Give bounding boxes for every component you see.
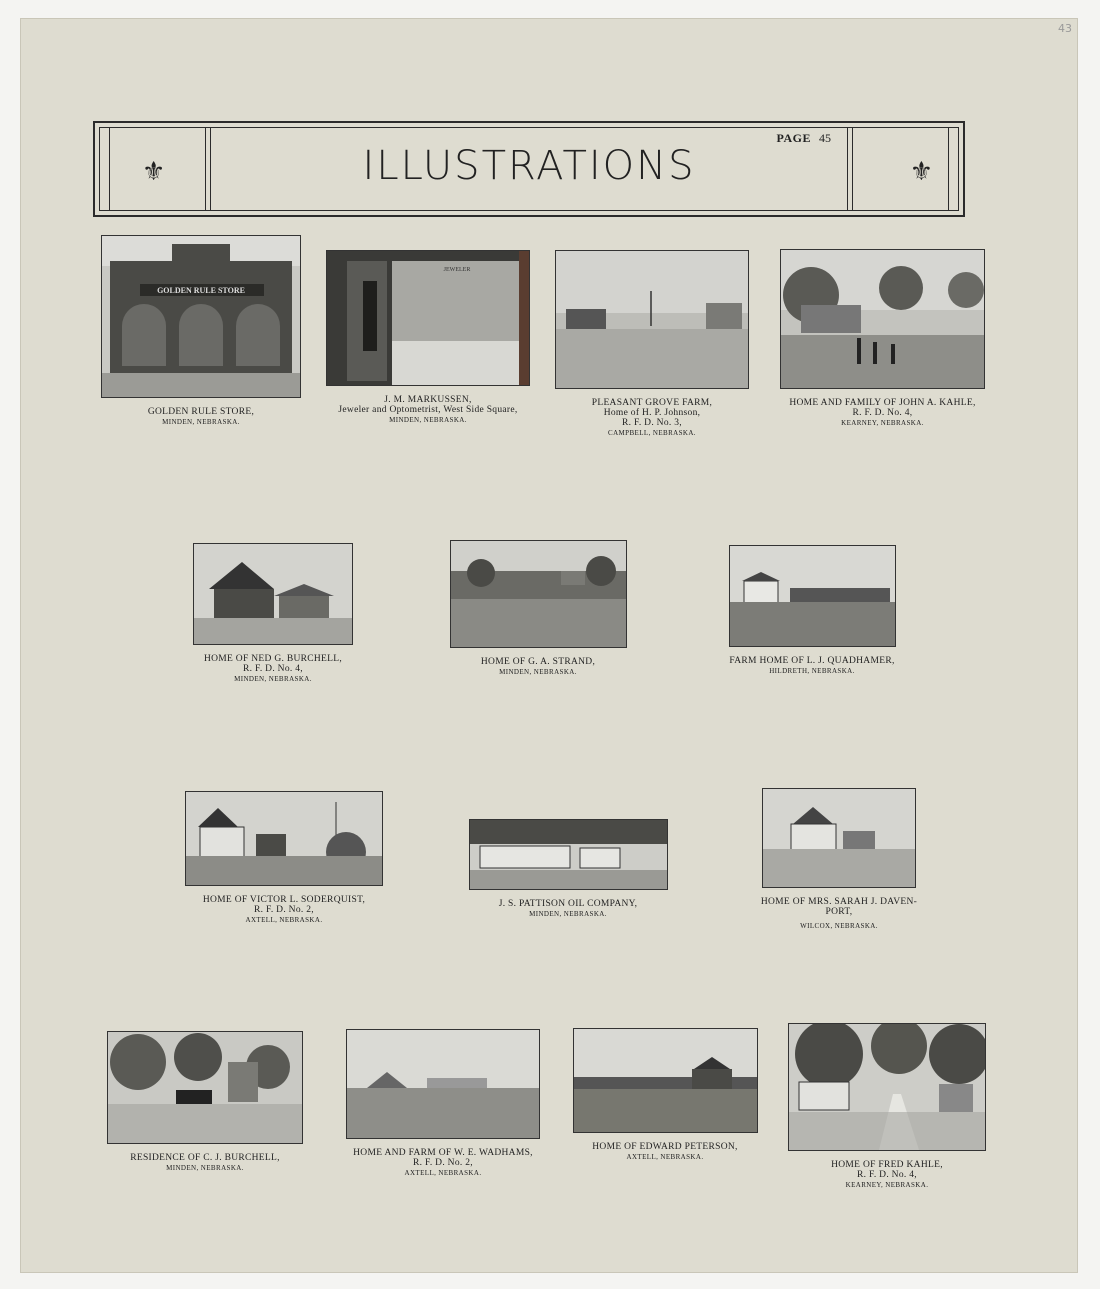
caption-title: J. S. PATTISON OIL COMPANY, xyxy=(498,899,638,909)
illustration-item xyxy=(98,235,304,427)
caption-title: HOME OF NED G. BURCHELL, xyxy=(203,654,343,664)
photo-home xyxy=(573,1028,758,1133)
caption-location: MINDEN, NEBRASKA. xyxy=(234,675,312,683)
caption-title: RESIDENCE OF C. J. BURCHELL, xyxy=(130,1153,280,1163)
caption-subtitle: PORT, xyxy=(825,907,853,917)
caption xyxy=(181,895,387,925)
illustration-item xyxy=(440,540,636,677)
caption xyxy=(782,1160,992,1190)
photo-home xyxy=(193,543,353,645)
caption-title: HOME OF G. A. STRAND, xyxy=(480,657,596,667)
caption-location: AXTELL, NEBRASKA. xyxy=(404,1169,482,1177)
illustration-item xyxy=(775,249,990,428)
illustration-item xyxy=(782,1023,992,1190)
caption-title: HOME AND FAMILY OF JOHN A. KAHLE, xyxy=(789,398,976,408)
page-label: PAGE xyxy=(776,131,811,145)
caption xyxy=(463,899,673,919)
caption-rfd: R. F. D. No. 4, xyxy=(857,1170,917,1180)
page-number xyxy=(777,131,831,146)
caption-subtitle: Jeweler and Optometrist, West Side Square, xyxy=(338,405,518,415)
caption-location: MINDEN, NEBRASKA. xyxy=(529,910,607,918)
caption-location: WILCOX, NEBRASKA. xyxy=(800,922,878,930)
caption-title: HOME OF MRS. SARAH J. DAVEN- xyxy=(760,897,918,907)
photo-home xyxy=(450,540,627,648)
caption-title: J. M. MARKUSSEN, xyxy=(384,395,472,405)
photo-home-lane xyxy=(788,1023,986,1151)
illustration-item xyxy=(552,250,752,438)
caption-rfd: R. F. D. No. 2, xyxy=(254,905,314,915)
page-title: ILLUSTRATIONS xyxy=(362,143,696,189)
photo-oil-company xyxy=(469,819,668,890)
photo-home-and-family xyxy=(780,249,985,389)
page-number-value: 45 xyxy=(819,131,831,145)
photo-home xyxy=(762,788,916,888)
caption-location: MINDEN, NEBRASKA. xyxy=(166,1164,244,1172)
caption xyxy=(714,656,910,676)
illustrations-header-frame xyxy=(93,121,965,217)
photo-farm xyxy=(346,1029,540,1139)
illustration-item xyxy=(741,788,937,931)
caption-location: MINDEN, NEBRASKA. xyxy=(499,668,577,676)
caption-location: MINDEN, NEBRASKA. xyxy=(389,416,467,424)
illustration-item xyxy=(337,1029,549,1178)
caption-location: HILDRETH, NEBRASKA. xyxy=(769,667,855,675)
caption-location: CAMPBELL, NEBRASKA. xyxy=(608,429,696,437)
caption-title: FARM HOME OF L. J. QUADHAMER, xyxy=(729,656,895,666)
illustration-item xyxy=(318,250,538,425)
caption-location: MINDEN, NEBRASKA. xyxy=(162,418,240,426)
caption-title: HOME AND FARM OF W. E. WADHAMS, xyxy=(353,1148,533,1158)
corner-pencil-note: 43 xyxy=(1058,22,1072,35)
fleur-de-lis-icon: ⚜ xyxy=(142,157,166,186)
caption-rfd: R. F. D. No. 2, xyxy=(413,1158,473,1168)
photo-residence xyxy=(107,1031,303,1144)
illustration-item xyxy=(562,1028,768,1162)
caption-title: HOME OF EDWARD PETERSON, xyxy=(592,1142,738,1152)
caption xyxy=(98,1153,312,1173)
caption xyxy=(98,407,304,427)
caption-title: HOME OF FRED KAHLE, xyxy=(831,1160,943,1170)
caption-location: AXTELL, NEBRASKA. xyxy=(245,916,323,924)
illustration-item xyxy=(714,545,910,676)
caption-title: GOLDEN RULE STORE, xyxy=(147,407,255,417)
shop-window-sign: JEWELER xyxy=(443,267,471,273)
store-sign: GOLDEN RULE STORE xyxy=(157,286,245,295)
caption-title: HOME OF VICTOR L. SODERQUIST, xyxy=(202,895,366,905)
caption xyxy=(337,1148,549,1178)
photo-store-front xyxy=(101,235,301,398)
caption-location: KEARNEY, NEBRASKA. xyxy=(841,419,924,427)
caption xyxy=(318,395,538,425)
caption xyxy=(552,398,752,438)
caption-rfd: R. F. D. No. 4, xyxy=(852,408,913,418)
caption-rfd: R. F. D. No. 3, xyxy=(622,418,682,428)
photo-farm-home xyxy=(729,545,896,647)
caption-title: PLEASANT GROVE FARM, xyxy=(591,398,713,408)
illustration-item xyxy=(463,819,673,919)
caption-location: AXTELL, NEBRASKA. xyxy=(626,1153,704,1161)
caption-subtitle: Home of H. P. Johnson, xyxy=(603,408,701,418)
fleur-de-lis-icon: ⚜ xyxy=(909,157,933,186)
caption xyxy=(741,897,937,931)
illustration-item xyxy=(181,791,387,925)
photo-farm xyxy=(555,250,749,389)
caption-location: KEARNEY, NEBRASKA. xyxy=(845,1181,929,1189)
caption-rfd: R. F. D. No. 4, xyxy=(243,664,303,674)
caption xyxy=(183,654,363,684)
caption xyxy=(440,657,636,677)
illustration-item xyxy=(183,543,363,684)
photo-home xyxy=(185,791,383,886)
illustration-item xyxy=(98,1031,312,1173)
caption xyxy=(562,1142,768,1162)
photo-jeweler-shop xyxy=(326,250,530,386)
caption xyxy=(775,398,990,428)
